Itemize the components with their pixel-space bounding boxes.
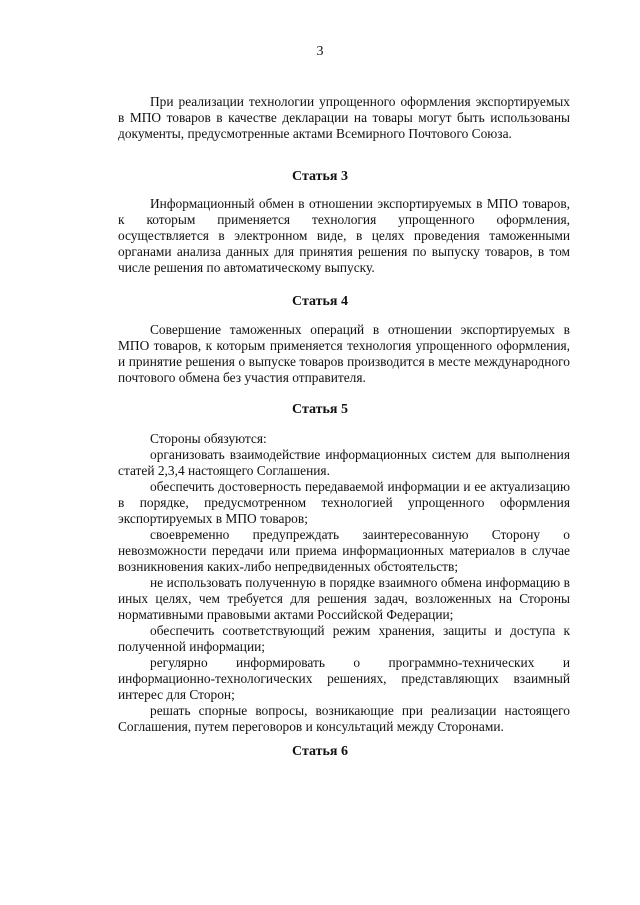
obligation-item: не использовать полученную в порядке взаимного обмена информацию в иных целях, чем требуется для решения задач, возложенных на Стороны нормативными правовыми актами Российской Федерации; bbox=[118, 575, 570, 622]
obligation-item: обеспечить соответствующий режим хранения, защиты и доступа к полученной информации; bbox=[118, 623, 570, 654]
article-3-paragraph: Информационный обмен в отношении экспортируемых в МПО товаров, к которым применяется технология упрощенного оформления, осуществляется в электронном виде, в целях проведения таможенными органами анализа данных для принятия решения по выпуску товаров, в том числе решения по автоматическому выпуску. bbox=[118, 196, 570, 275]
obligation-item: регулярно информировать о программно-технических и информационно-технологических решениях, представляющих взаимный интерес для Сторон; bbox=[118, 655, 570, 702]
obligation-item: решать спорные вопросы, возникающие при реализации настоящего Соглашения, путем переговоров и консультаций между Сторонами. bbox=[118, 703, 570, 734]
obligation-item: обеспечить достоверность передаваемой информации и ее актуализацию в порядке, предусмотренном технологией упрощенного оформления экспортируемых в МПО товаров; bbox=[118, 479, 570, 526]
article-5-body bbox=[118, 431, 570, 735]
article-4-paragraph: Совершение таможенных операций в отношении экспортируемых в МПО товаров, к которым применяется технология упрощенного оформления, и принятие решения о выпуске товаров производится в месте международного почтового обмена без участия отправителя. bbox=[118, 322, 570, 385]
intro-paragraph: При реализации технологии упрощенного оформления экспортируемых в МПО товаров в качестве декларации на товары могут быть использованы документы, предусмотренные актами Всемирного Почтового Союза. bbox=[118, 94, 570, 141]
obligation-item: организовать взаимодействие информационных систем для выполнения статей 2,3,4 настоящего Соглашения. bbox=[118, 447, 570, 478]
article-3-heading: Статья 3 bbox=[292, 169, 348, 184]
article-5-heading: Статья 5 bbox=[292, 402, 348, 417]
article-4-heading: Статья 4 bbox=[292, 294, 348, 309]
article-6-heading: Статья 6 bbox=[292, 744, 348, 759]
obligation-item: своевременно предупреждать заинтересованную Сторону о невозможности передачи или приема информационных материалов в случае возникновения каких-либо непредвиденных обстоятельств; bbox=[118, 527, 570, 574]
article-5-lead: Стороны обязуются: bbox=[150, 431, 267, 446]
page-number: 3 bbox=[316, 44, 324, 59]
